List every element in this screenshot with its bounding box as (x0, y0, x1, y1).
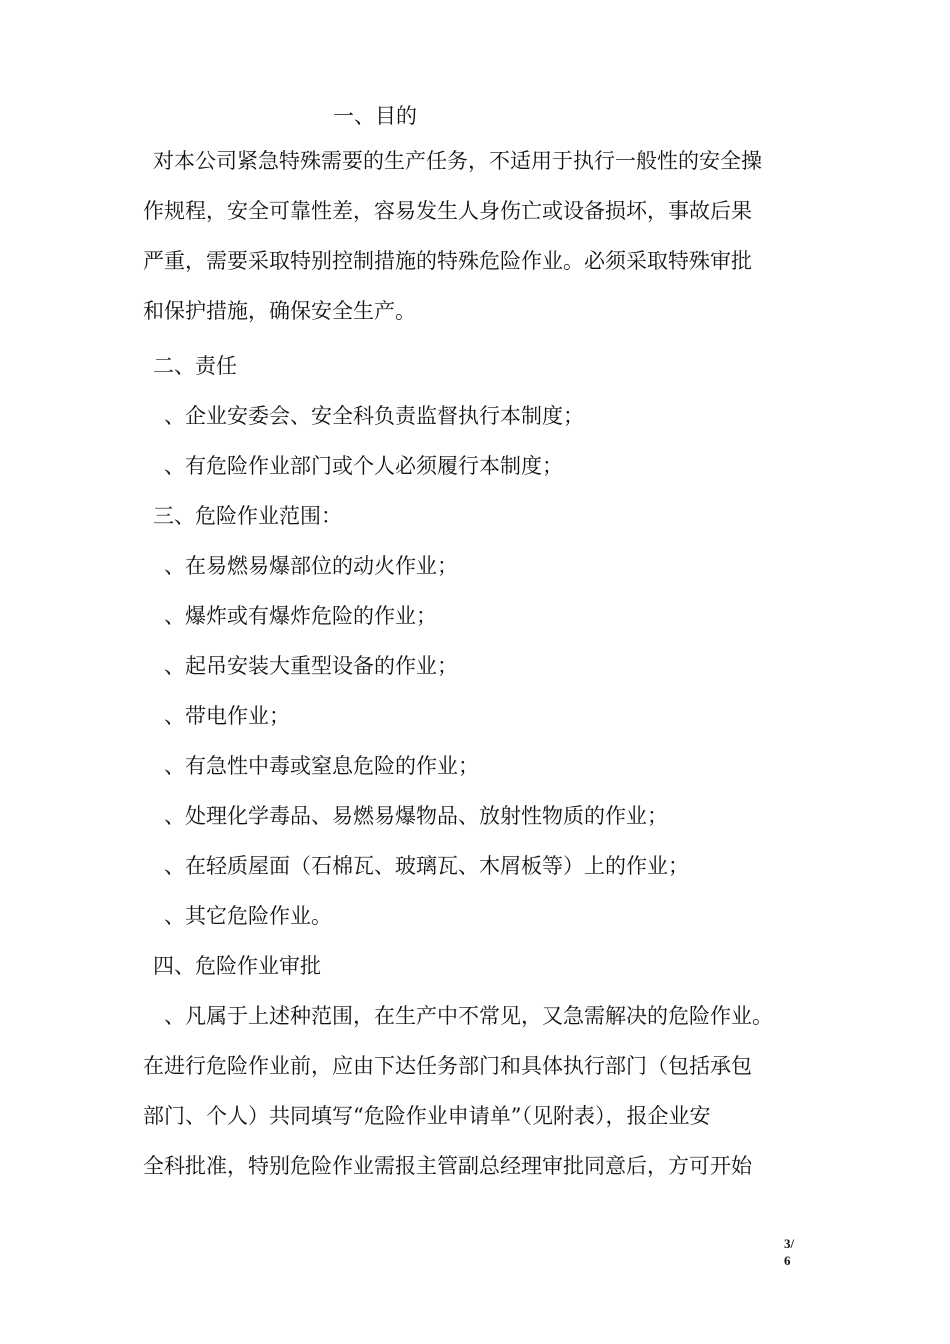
page-number-top: 3/ (784, 1236, 795, 1251)
page-number-bottom: 6 (784, 1253, 791, 1268)
paragraph-line: 部门、个人）共同填写“危险作业申请单”（见附表），报企业安 (143, 1104, 711, 1128)
paragraph-line: 作规程，安全可靠性差，容易发生人身伤亡或设备损坏，事故后果 (143, 199, 752, 223)
list-item: 、带电作业； (164, 704, 290, 728)
section-heading-responsibility: 二、责任 (153, 354, 237, 378)
paragraph-line: 在进行危险作业前，应由下达任务部门和具体执行部门（包括承包 (143, 1054, 752, 1078)
section-heading-purpose: 一、目的 (333, 104, 417, 128)
section-heading-scope: 三、危险作业范围： (153, 504, 342, 528)
list-item: 、处理化学毒品、易燃易爆物品、放射性物质的作业； (164, 804, 668, 828)
paragraph-line: 严重，需要采取特别控制措施的特殊危险作业。必须采取特殊审批 (143, 249, 752, 273)
section-heading-approval: 四、危险作业审批 (153, 954, 321, 978)
list-item: 、在易燃易爆部位的动火作业； (164, 554, 458, 578)
list-item: 、起吊安装大重型设备的作业； (164, 654, 458, 678)
list-item: 、企业安委会、安全科负责监督执行本制度； (164, 404, 584, 428)
paragraph-line: 全科批准，特别危险作业需报主管副总经理审批同意后，方可开始 (143, 1154, 752, 1178)
paragraph-line: 对本公司紧急特殊需要的生产任务，不适用于执行一般性的安全操 (153, 149, 762, 173)
list-item: 、有危险作业部门或个人必须履行本制度； (164, 454, 563, 478)
list-item: 、其它危险作业。 (164, 904, 332, 928)
paragraph-line: 和保护措施，确保安全生产。 (143, 299, 416, 323)
paragraph-line: 、凡属于上述种范围，在生产中不常见，又急需解决的危险作业。 (164, 1004, 773, 1028)
list-item: 、在轻质屋面（石棉瓦、玻璃瓦、木屑板等）上的作业； (164, 854, 689, 878)
list-item: 、爆炸或有爆炸危险的作业； (164, 604, 437, 628)
list-item: 、有急性中毒或窒息危险的作业； (164, 754, 479, 778)
